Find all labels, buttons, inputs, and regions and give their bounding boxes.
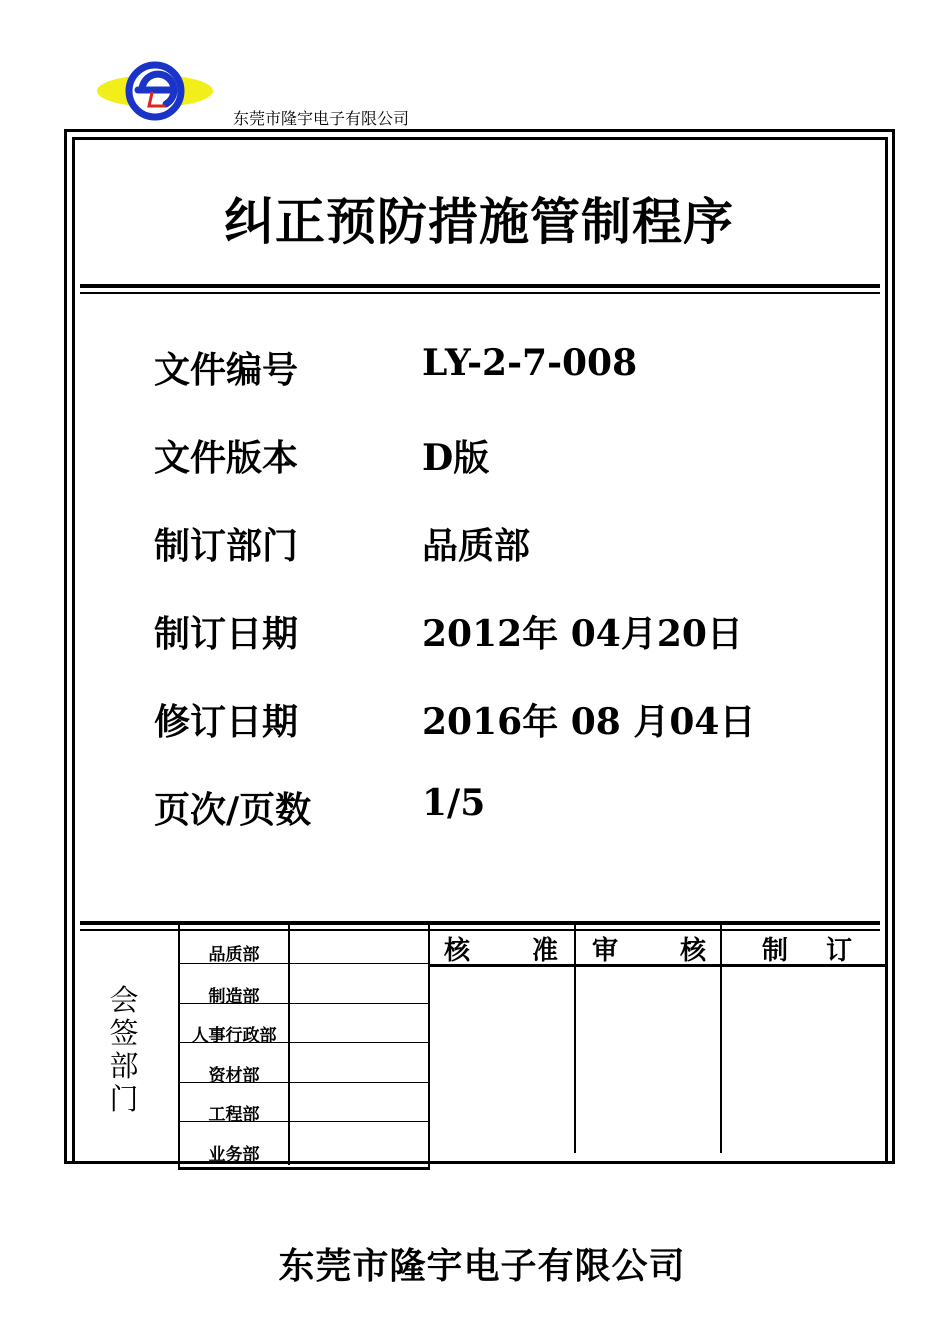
issuing-dept-label: 制订部门	[154, 526, 299, 567]
file-version-label: 文件版本	[154, 438, 299, 479]
issue-date-value: 2012年 04月20日	[422, 613, 743, 655]
company-logo	[94, 60, 216, 122]
page-count-value: 1/5	[422, 782, 486, 824]
approve-header-right: 准	[532, 936, 559, 966]
dept-materials: 资材部	[208, 1066, 260, 1086]
dept-sales: 业务部	[208, 1145, 260, 1165]
file-number-value: LY-2-7-008	[422, 342, 638, 384]
dept-manufacturing: 制造部	[208, 987, 260, 1007]
footer-company-name: 东莞市隆宇电子有限公司	[278, 1246, 686, 1287]
countersign-label: 会 签 部 门	[109, 983, 139, 1116]
file-number-label: 文件编号	[154, 350, 299, 391]
file-version-value: D版	[422, 437, 490, 479]
dept-hr-admin: 人事行政部	[191, 1026, 277, 1046]
prepare-header-right: 订	[826, 936, 853, 966]
issue-date-label: 制订日期	[154, 614, 299, 655]
dept-engineering: 工程部	[208, 1105, 260, 1125]
page-count-label: 页次/页数	[154, 790, 312, 831]
dept-quality: 品质部	[208, 945, 260, 965]
approve-header-left: 核	[444, 936, 471, 966]
review-header-right: 核	[680, 936, 707, 966]
issuing-dept-value: 品质部	[422, 525, 531, 567]
revision-date-value: 2016年 08 月04日	[422, 701, 756, 743]
document-title: 纠正预防措施管制程序	[224, 193, 734, 251]
revision-date-label: 修订日期	[154, 702, 299, 743]
prepare-header-left: 制	[762, 936, 789, 966]
header-company-name: 东莞市隆宇电子有限公司	[233, 109, 410, 128]
review-header-left: 审	[592, 936, 619, 966]
